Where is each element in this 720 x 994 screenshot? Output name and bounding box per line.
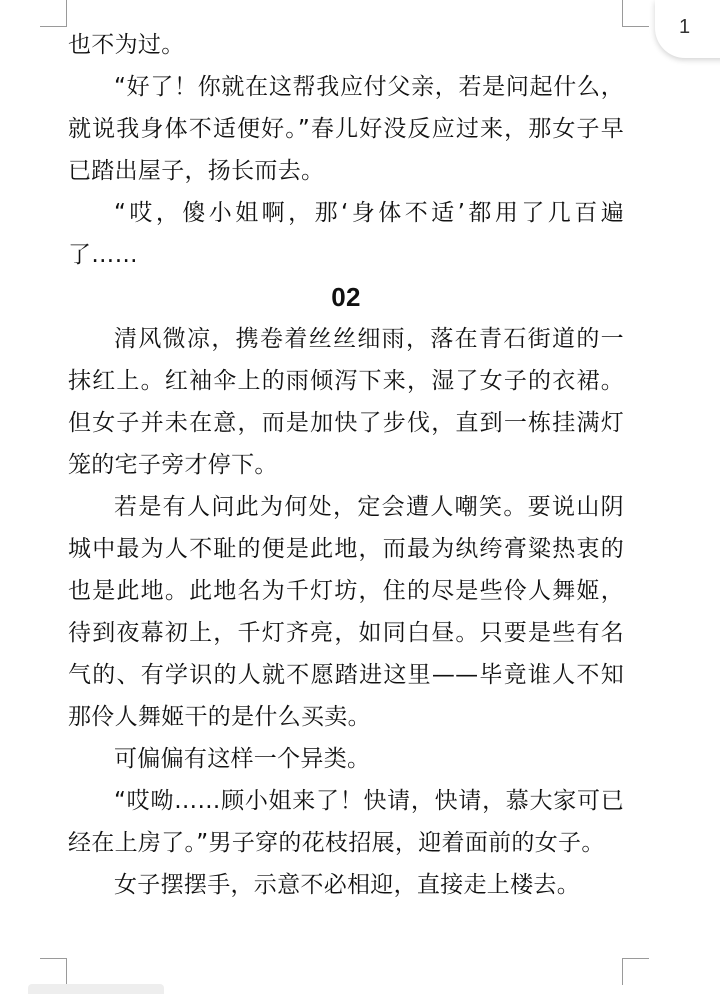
crop-mark-bottom-right bbox=[622, 958, 649, 985]
paragraph: 清风微凉，携卷着丝丝细雨，落在青石街道的一抹红上。红袖伞上的雨倾泻下来，湿了女子的衣裙。但女子并未在意，而是加快了步伐，直到一栋挂满灯笼的宅子旁才停下。 bbox=[68, 326, 624, 478]
crop-mark-top-left bbox=[40, 0, 67, 27]
crop-mark-top-right bbox=[622, 0, 649, 27]
paragraph: “哎，傻小姐啊，那‘身体不适’都用了几百遍了…… bbox=[68, 200, 624, 268]
paragraph: 女子摆摆手，示意不必相迎，直接走上楼去。 bbox=[114, 872, 580, 898]
paragraph: 可偏偏有这样一个异类。 bbox=[114, 746, 371, 772]
paragraph: “哎呦……顾小姐来了！快请，快请，慕大家可已经在上房了。”男子穿的花枝招展，迎着面前的女子。 bbox=[68, 788, 624, 856]
document-body bbox=[68, 24, 624, 906]
page-number-indicator[interactable] bbox=[655, 0, 720, 58]
paragraph: 也不为过。 bbox=[68, 32, 185, 58]
paragraph: “好了！你就在这帮我应付父亲，若是问起什么，就说我身体不适便好。”春儿好没反应过来，那女子早已踏出屋子，扬长而去。 bbox=[68, 74, 624, 184]
page-number: 1 bbox=[679, 16, 691, 38]
section-heading: 02 bbox=[331, 282, 361, 312]
paragraph: 若是有人问此为何处，定会遭人嘲笑。要说山阴城中最为人不耻的便是此地，而最为纨绔膏粱热衷的也是此地。此地名为千灯坊，住的尽是些伶人舞姬，待到夜幕初上，千灯齐亮，如同白昼。只要是些有名气的、有学识的人就不愿踏进这里——毕竟谁人不知那伶人舞姬干的是什么买卖。 bbox=[68, 494, 624, 730]
bottom-toolbar-edge bbox=[28, 984, 164, 994]
crop-mark-bottom-left bbox=[40, 958, 67, 985]
